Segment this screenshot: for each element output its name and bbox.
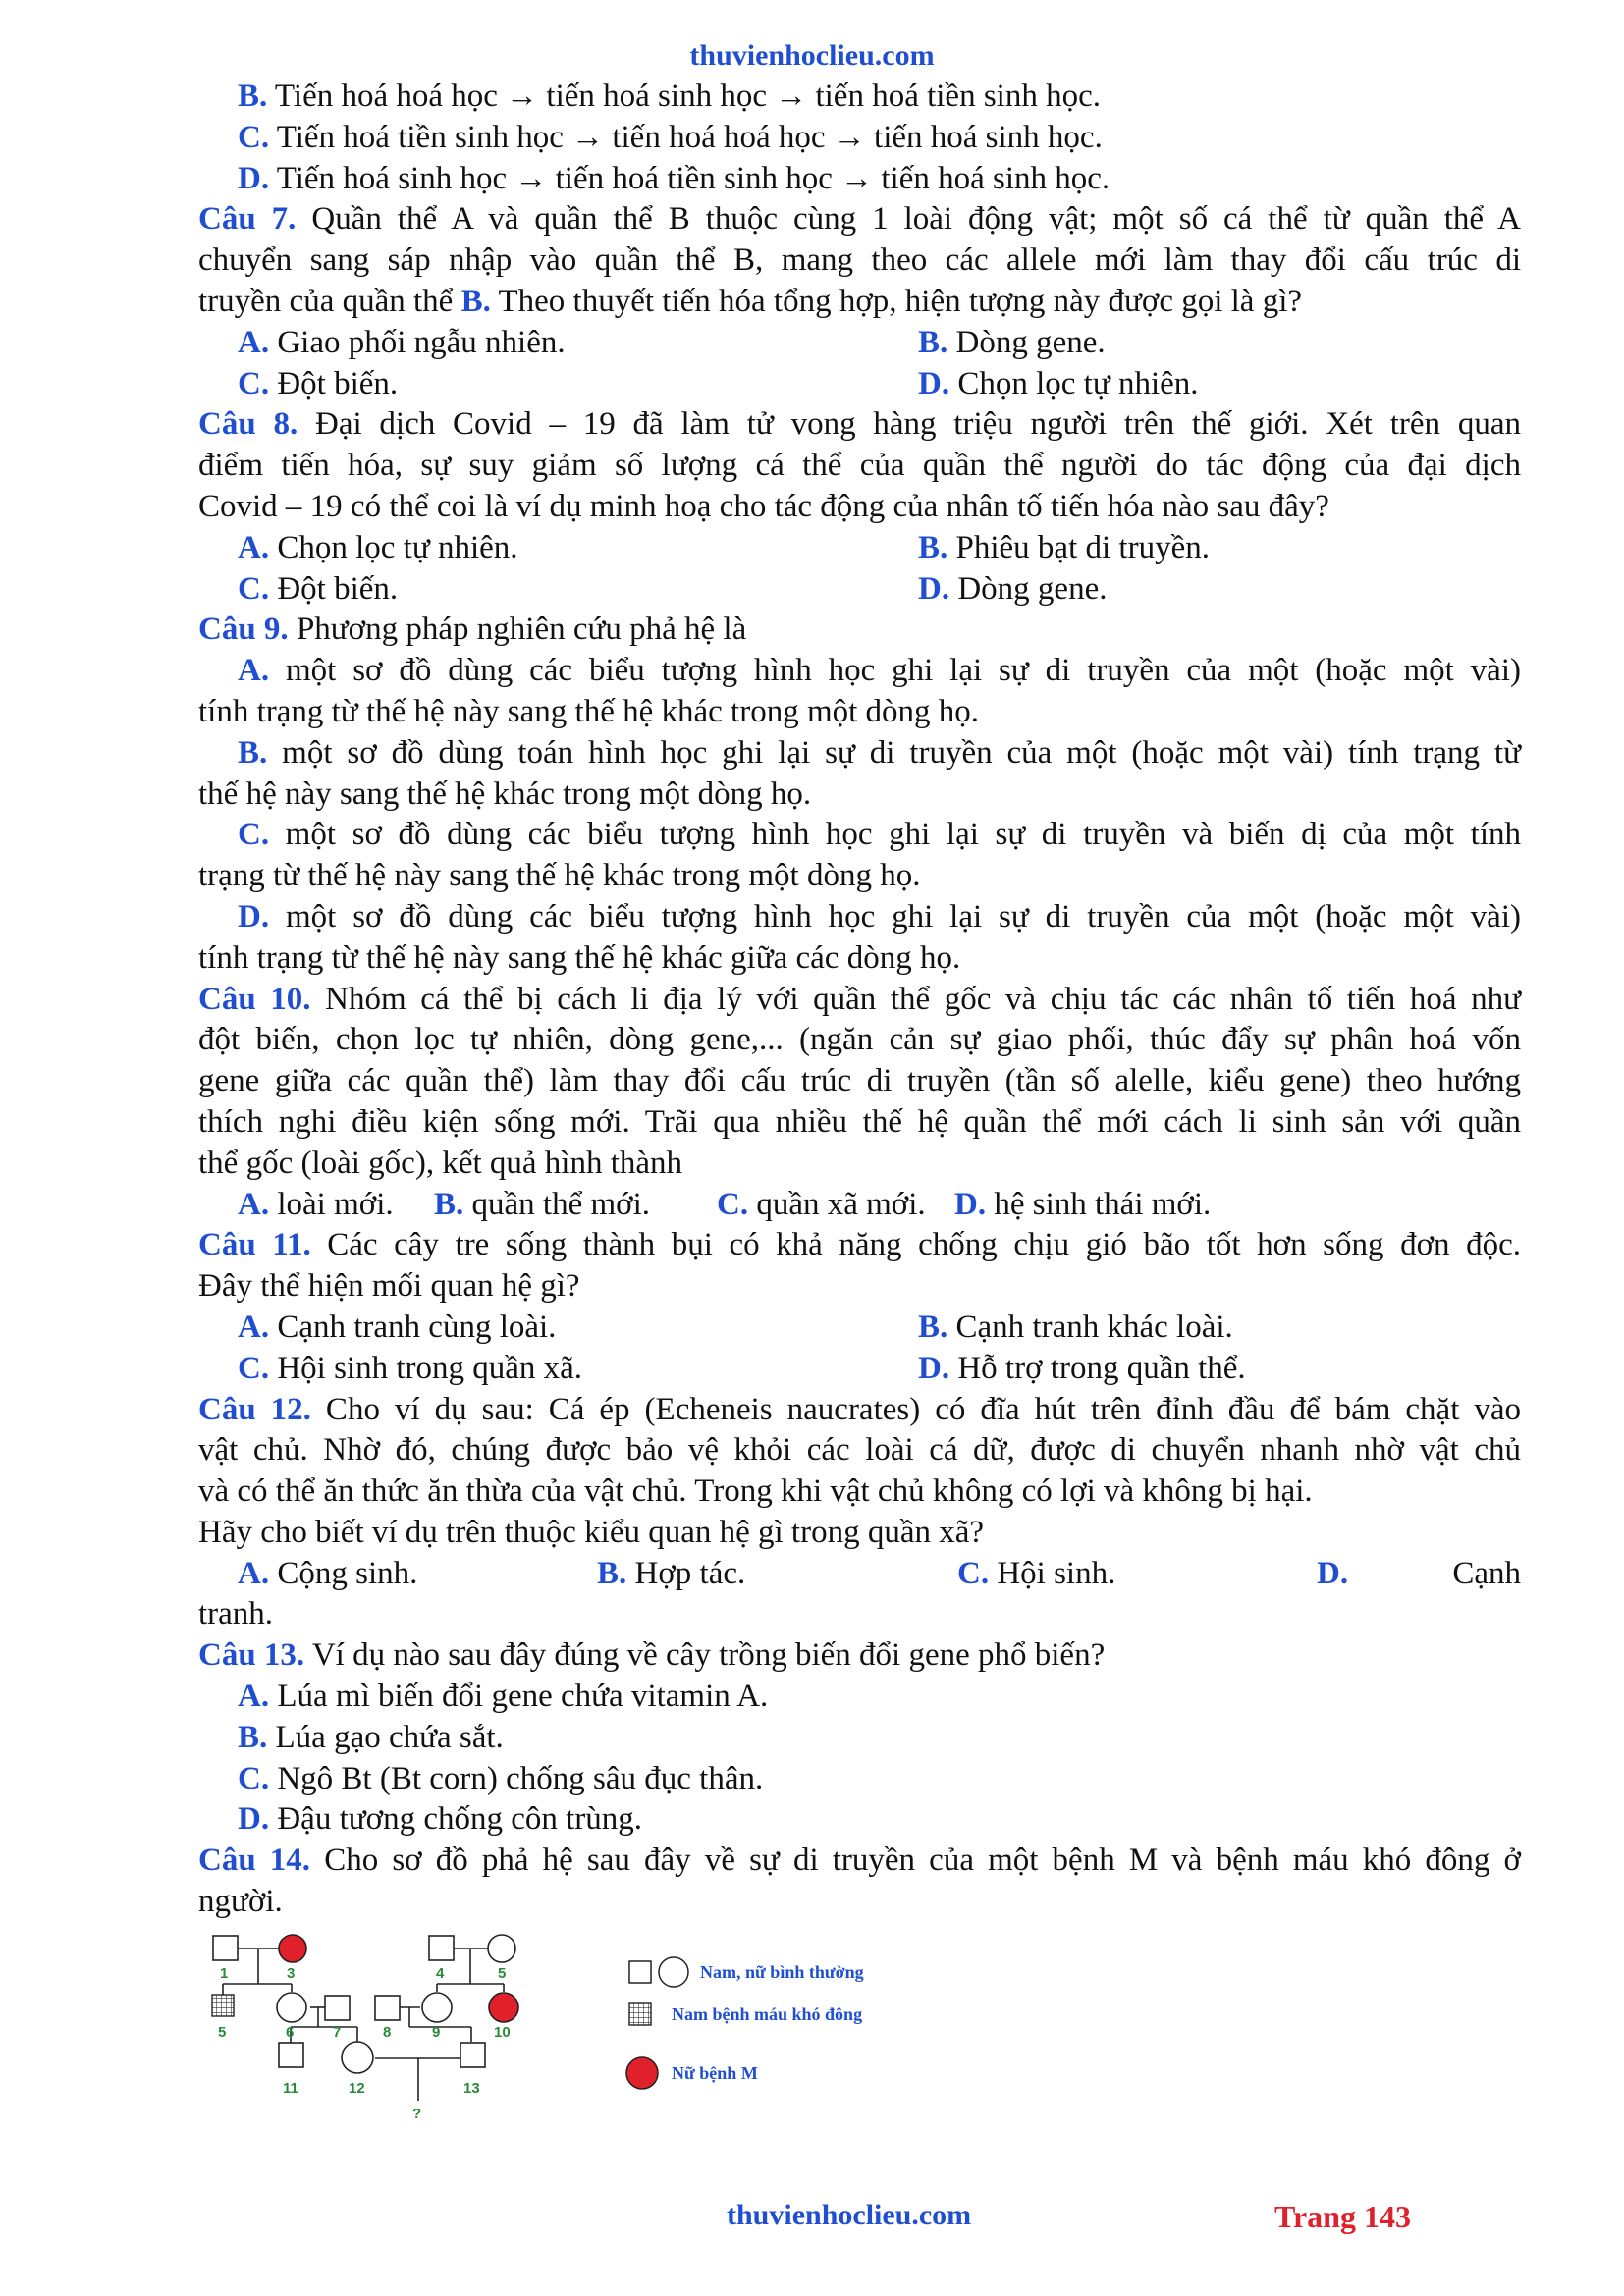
question-11: Câu 11. Các cây tre sống thành bụi có khả năng chống chịu gió bão tốt hơn sống đơn độc. xyxy=(198,1227,1521,1263)
options-row: A. loài mới. B. quần thể mới. C. quần xã mới. D. hệ sinh thái mới. xyxy=(238,1186,1212,1222)
options-row: A. Cộng sinh. B. Hợp tác. C. Hội sinh. D. Cạnh xyxy=(238,1555,1521,1591)
question-8: Câu 8. Đại dịch Covid – 19 đã làm tử vong hàng triệu người trên thế giới. Xét trên quan xyxy=(198,406,1521,443)
question-7: Câu 7. Quần thể A và quần thể B thuộc cùng 1 loài động vật; một số cá thể từ quần thể A xyxy=(198,201,1521,238)
individual-8 xyxy=(375,1996,400,2020)
individual-5 xyxy=(488,1935,515,1962)
text-line: điểm tiến hóa, sự suy giảm số lượng cá thể của quần thể người do tác động của đại dịch xyxy=(198,448,1521,484)
text-line: tính trạng từ thế hệ này sang thế hệ khác giữa các dòng họ. xyxy=(198,939,961,976)
question-10: Câu 10. Nhóm cá thể bị cách li địa lý với quần thể gốc và chịu tác các nhân tố tiến hoá như xyxy=(198,981,1521,1017)
label-9: 9 xyxy=(432,2024,441,2041)
question-12: Câu 12. Cho ví dụ sau: Cá ép (Echeneis naucrates) có đĩa hút trên đỉnh đầu để bám chặt vào xyxy=(198,1391,1522,1427)
options-row: C. Hội sinh trong quần xã. D. Hỗ trợ trong quần thể. xyxy=(238,1350,1246,1386)
label-11: 11 xyxy=(283,2080,298,2097)
legend-disease-m-icon xyxy=(626,2057,658,2089)
option-line: A. Lúa mì biến đổi gene chứa vitamin A. xyxy=(238,1679,769,1715)
label-13: 13 xyxy=(463,2080,480,2097)
text-line: trạng từ thế hệ này sang thế hệ khác trong một dòng họ. xyxy=(198,858,921,894)
legend-disease-m-label: Nữ bệnh M xyxy=(672,2063,758,2083)
option-line: B. Lúa gạo chứa sắt. xyxy=(238,1719,504,1755)
text-line: tranh. xyxy=(198,1596,274,1632)
option-line: C. Ngô Bt (Bt corn) chống sâu đục thân. xyxy=(238,1760,764,1796)
text-line: gene giữa các quần thể) làm thay đổi cấu trúc di truyền (tần số alelle, kiểu gene) theo hướng xyxy=(198,1063,1521,1099)
label-12: 12 xyxy=(349,2080,365,2097)
label-5-male: 5 xyxy=(218,2024,227,2041)
option-line: C. Tiến hoá tiền sinh học → tiến hoá hoá học → tiến hoá sinh học. xyxy=(238,119,1103,155)
individual-9 xyxy=(422,1993,452,2022)
question-14: Câu 14. Cho sơ đồ phả hệ sau đây về sự di truyền của một bệnh M và bệnh máu khó đông ở xyxy=(198,1842,1521,1879)
option-line: D. Tiến hoá sinh học → tiến hoá tiền sinh học → tiến hoá sinh học. xyxy=(238,160,1110,196)
legend-hemophilia-icon xyxy=(629,2003,651,2025)
option-line: A. một sơ đồ dùng các biểu tượng hình học ghi lại sự di truyền của một (hoặc một vài) xyxy=(238,653,1521,689)
question-9: Câu 9. Phương pháp nghiên cứu phả hệ là xyxy=(198,612,747,648)
label-5: 5 xyxy=(498,1965,507,1982)
legend-female-normal-icon xyxy=(659,1957,688,1987)
header-site: thuvienhoclieu.com xyxy=(689,39,935,72)
individual-10 xyxy=(489,1993,518,2022)
text-line: và có thể ăn thức ăn thừa của vật chủ. Trong khi vật chủ không có lợi và không bị hại. xyxy=(198,1473,1313,1510)
individual-11 xyxy=(279,2043,303,2067)
options-row: C. Đột biến. D. Chọn lọc tự nhiên. xyxy=(238,365,1199,401)
page-number: Trang 143 xyxy=(1274,2199,1411,2234)
option-line: C. một sơ đồ dùng các biểu tượng hình học ghi lại sự di truyền và biến dị của một tính xyxy=(238,817,1521,853)
option-line: D. một sơ đồ dùng các biểu tượng hình học ghi lại sự di truyền của một (hoặc một vài) xyxy=(238,898,1521,934)
option-line: B. một sơ đồ dùng toán hình học ghi lại sự di truyền của một (hoặc một vài) tính trạng từ xyxy=(238,734,1521,771)
individual-6 xyxy=(277,1993,306,2022)
content xyxy=(198,77,1521,1923)
text-line: Hãy cho biết ví dụ trên thuộc kiểu quan hệ gì trong quần xã? xyxy=(198,1514,985,1550)
label-unknown: ? xyxy=(412,2106,422,2122)
label-10: 10 xyxy=(494,2024,511,2041)
option-line: D. Đậu tương chống côn trùng. xyxy=(238,1801,643,1838)
text-line: thể gốc (loài gốc), kết quả hình thành xyxy=(198,1145,683,1181)
text-line: truyền của quần thể B. Theo thuyết tiến hóa tổng hợp, hiện tượng này được gọi là gì? xyxy=(198,283,1303,319)
options-row: A. Chọn lọc tự nhiên. B. Phiêu bạt di truyền. xyxy=(238,529,1210,565)
label-4: 4 xyxy=(436,1965,445,1982)
individual-3 xyxy=(279,1935,306,1962)
label-6: 6 xyxy=(286,2024,295,2041)
question-13: Câu 13. Ví dụ nào sau đây đúng về cây trồng biến đổi gene phổ biến? xyxy=(198,1637,1106,1674)
text-line: thích nghi điều kiện sống mới. Trãi qua nhiều thế hệ quần thể mới cách li sinh sản với quần xyxy=(198,1103,1521,1140)
label-8: 8 xyxy=(383,2024,392,2041)
text-line: thế hệ này sang thế hệ khác trong một dòng họ. xyxy=(198,775,812,812)
individual-4 xyxy=(429,1936,454,1960)
legend-male-normal-icon xyxy=(629,1961,651,1983)
text-line: đột biến, chọn lọc tự nhiên, dòng gene,... (ngăn cản sự giao phối, thúc đẩy sự phân hoá vốn xyxy=(198,1022,1521,1058)
options-row: A. Giao phối ngẫu nhiên. B. Dòng gene. xyxy=(238,324,1106,360)
text-line: tính trạng từ thế hệ này sang thế hệ khác trong một dòng họ. xyxy=(198,693,980,729)
label-7: 7 xyxy=(333,2024,342,2041)
pedigree-diagram xyxy=(196,1919,943,2164)
individual-5-male xyxy=(212,1995,234,2016)
individual-7 xyxy=(325,1996,350,2020)
text-line: Covid – 19 có thể coi là ví dụ minh hoạ cho tác động của nhân tố tiến hóa nào sau đây? xyxy=(198,488,1329,524)
text-line: người. xyxy=(198,1884,283,1920)
text-line: Đây thể hiện mối quan hệ gì? xyxy=(198,1268,580,1305)
individual-13 xyxy=(460,2043,485,2067)
individual-1 xyxy=(213,1936,238,1960)
option-line: B. Tiến hoá hoá học → tiến hoá sinh học → tiến hoá tiền sinh học. xyxy=(238,79,1101,114)
legend-hemophilia-label: Nam bệnh máu khó đông xyxy=(672,2004,863,2024)
label-1: 1 xyxy=(220,1965,229,1982)
text-line: chuyển sang sáp nhập vào quần thể B, mang theo các allele mới làm thay đổi cấu trúc di xyxy=(198,242,1521,279)
individual-12 xyxy=(342,2042,373,2073)
legend-normal-label: Nam, nữ bình thường xyxy=(700,1962,864,1982)
options-row: A. Cạnh tranh cùng loài. B. Cạnh tranh khác loài. xyxy=(238,1308,1233,1345)
text-line: vật chủ. Nhờ đó, chúng được bảo vệ khỏi các loài cá dữ, được di chuyển nhanh nhờ vật chủ xyxy=(198,1432,1521,1468)
label-3: 3 xyxy=(287,1965,296,1982)
options-row: C. Đột biến. D. Dòng gene. xyxy=(238,570,1108,607)
footer-site: thuvienhoclieu.com xyxy=(727,2199,972,2231)
